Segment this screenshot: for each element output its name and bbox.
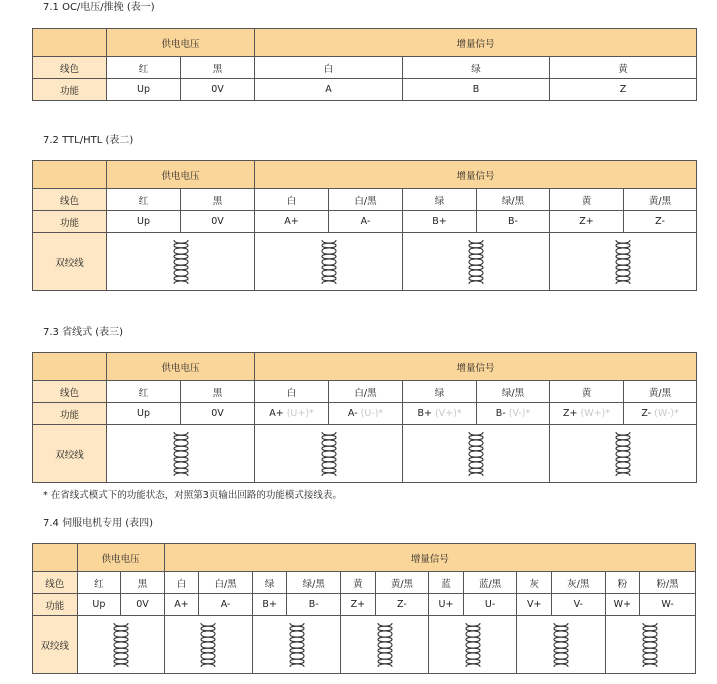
alt-function-value: (U+)* bbox=[286, 408, 314, 419]
table2-color-cell: 黄 bbox=[550, 189, 624, 211]
table3-function-cell bbox=[624, 403, 697, 425]
table1-color-cell: 黑 bbox=[181, 57, 255, 79]
function-value: B+ bbox=[417, 408, 432, 419]
twisted-pair-icon bbox=[170, 237, 192, 287]
twisted-wire-strand bbox=[290, 623, 304, 667]
twisted-wire-strand bbox=[643, 623, 657, 667]
alt-function-value: (V+)* bbox=[434, 408, 462, 419]
table4-color-cell: 蓝/黑 bbox=[463, 572, 517, 594]
function-value: A+ bbox=[269, 408, 284, 419]
twisted-wire-strand bbox=[174, 240, 188, 284]
table2-color-cell: 白/黑 bbox=[329, 189, 403, 211]
table4-color-cell: 黄 bbox=[341, 572, 375, 594]
table4-function-cell: 0V bbox=[121, 594, 165, 616]
table1-color-cell: 黄 bbox=[550, 57, 697, 79]
twisted-wire-strand bbox=[643, 623, 657, 667]
table1-function-label: 功能 bbox=[33, 79, 107, 101]
table4-color-cell: 绿 bbox=[252, 572, 286, 594]
twisted-wire-strand bbox=[174, 432, 188, 476]
table4-twist-label: 双绞线 bbox=[33, 616, 78, 674]
twisted-wire-strand bbox=[114, 623, 128, 667]
table4-twist-cell bbox=[605, 616, 695, 674]
table4-twist-cell bbox=[164, 616, 252, 674]
table2-twist-cell bbox=[255, 233, 403, 291]
alt-function-value: (V-)* bbox=[508, 408, 531, 419]
table2-twist-cell bbox=[550, 233, 697, 291]
table3-function-cell bbox=[255, 403, 329, 425]
table2-twist-cell bbox=[107, 233, 255, 291]
twisted-pair-icon bbox=[197, 620, 219, 670]
twisted-wire-strand bbox=[469, 432, 483, 476]
twisted-wire-strand bbox=[290, 623, 304, 667]
twisted-pair-icon bbox=[110, 620, 132, 670]
function-value: A- bbox=[347, 408, 358, 419]
table3-color-cell: 绿 bbox=[403, 381, 477, 403]
table4-color-cell: 绿/黑 bbox=[287, 572, 341, 594]
table2-corner bbox=[33, 161, 107, 189]
footnote: * 在省线式模式下的功能状态，对照第3页输出回路的功能模式接线表。 bbox=[43, 490, 342, 501]
twisted-wire-strand bbox=[378, 623, 392, 667]
table2-supply-header: 供电电压 bbox=[107, 161, 255, 189]
table3-function-cell bbox=[550, 403, 624, 425]
table1-supply-header: 供电电压 bbox=[107, 29, 255, 57]
table4-color-cell: 黄/黑 bbox=[375, 572, 429, 594]
table2-function-cell: A- bbox=[329, 211, 403, 233]
table4-color-cell: 白 bbox=[164, 572, 198, 594]
table2-heading: 7.2 TTL/HTL (表二) bbox=[43, 135, 134, 146]
table4-color-label: 线色 bbox=[33, 572, 78, 594]
table2 bbox=[32, 160, 697, 291]
table2-color-cell: 白 bbox=[255, 189, 329, 211]
table2-function-cell: 0V bbox=[181, 211, 255, 233]
twisted-wire-strand bbox=[616, 240, 630, 284]
table2-color-cell: 黄/黑 bbox=[624, 189, 697, 211]
table1-function-cell: A bbox=[255, 79, 403, 101]
table3-twist-cell bbox=[255, 425, 403, 483]
alt-function-value: (W-)* bbox=[654, 408, 679, 419]
twisted-wire-strand bbox=[616, 432, 630, 476]
twisted-wire-strand bbox=[469, 240, 483, 284]
twisted-wire-strand bbox=[466, 623, 480, 667]
table2-function-cell: A+ bbox=[255, 211, 329, 233]
table4-function-cell: V+ bbox=[517, 594, 551, 616]
twisted-wire-strand bbox=[322, 432, 336, 476]
table4-color-cell: 红 bbox=[77, 572, 121, 594]
table4-twist-cell bbox=[77, 616, 164, 674]
table3-twist-cell bbox=[403, 425, 550, 483]
twisted-pair-icon bbox=[286, 620, 308, 670]
twisted-pair-icon bbox=[374, 620, 396, 670]
twisted-pair-icon bbox=[170, 429, 192, 479]
table3-twist-label: 双绞线 bbox=[33, 425, 107, 483]
twisted-pair-icon bbox=[550, 620, 572, 670]
table3-function-label: 功能 bbox=[33, 403, 107, 425]
table4-color-cell: 黑 bbox=[121, 572, 165, 594]
table3-color-cell: 黑 bbox=[181, 381, 255, 403]
table4-color-cell: 灰/黑 bbox=[551, 572, 605, 594]
twisted-wire-strand bbox=[322, 432, 336, 476]
twisted-wire-strand bbox=[201, 623, 215, 667]
table2-color-cell: 黑 bbox=[181, 189, 255, 211]
table4-function-cell: Z+ bbox=[341, 594, 375, 616]
table4-color-cell: 白/黑 bbox=[199, 572, 253, 594]
table4-heading: 7.4 伺服电机专用 (表四) bbox=[43, 518, 154, 529]
table3-function-cell bbox=[329, 403, 403, 425]
table4-twist-cell bbox=[517, 616, 605, 674]
table2-signal-header: 增量信号 bbox=[255, 161, 697, 189]
table1-function-cell: B bbox=[403, 79, 550, 101]
table4-function-cell: A+ bbox=[164, 594, 198, 616]
table1-function-cell: Up bbox=[107, 79, 181, 101]
table1-signal-header: 增量信号 bbox=[255, 29, 697, 57]
twisted-wire-strand bbox=[616, 432, 630, 476]
function-value: Z- bbox=[641, 408, 652, 419]
twisted-wire-strand bbox=[378, 623, 392, 667]
table3-color-cell: 白 bbox=[255, 381, 329, 403]
table2-function-cell: Up bbox=[107, 211, 181, 233]
table3-color-cell: 黄/黑 bbox=[624, 381, 697, 403]
table4-color-cell: 粉 bbox=[605, 572, 639, 594]
table4-corner bbox=[33, 544, 78, 572]
table2-twist-label: 双绞线 bbox=[33, 233, 107, 291]
table1-color-cell: 白 bbox=[255, 57, 403, 79]
table3-function-cell bbox=[403, 403, 477, 425]
table3 bbox=[32, 352, 697, 483]
table3-color-cell: 白/黑 bbox=[329, 381, 403, 403]
twisted-wire-strand bbox=[469, 240, 483, 284]
twisted-wire-strand bbox=[174, 432, 188, 476]
table3-function-cell bbox=[477, 403, 550, 425]
table3-heading: 7.3 省线式 (表三) bbox=[43, 327, 124, 338]
twisted-pair-icon bbox=[465, 429, 487, 479]
table1 bbox=[32, 28, 697, 101]
table3-function-cell: Up bbox=[107, 403, 181, 425]
twisted-pair-icon bbox=[612, 429, 634, 479]
twisted-wire-strand bbox=[554, 623, 568, 667]
table2-function-cell: Z- bbox=[624, 211, 697, 233]
table3-supply-header: 供电电压 bbox=[107, 353, 255, 381]
table4-function-label: 功能 bbox=[33, 594, 78, 616]
twisted-pair-icon bbox=[318, 429, 340, 479]
table1-color-label: 线色 bbox=[33, 57, 107, 79]
table3-corner bbox=[33, 353, 107, 381]
table1-color-cell: 绿 bbox=[403, 57, 550, 79]
table1-heading: 7.1 OC/电压/推挽 (表一) bbox=[43, 2, 155, 13]
table4-color-cell: 灰 bbox=[517, 572, 551, 594]
alt-function-value: (W+)* bbox=[580, 408, 611, 419]
table1-function-cell: 0V bbox=[181, 79, 255, 101]
table3-color-cell: 绿/黑 bbox=[477, 381, 550, 403]
twisted-wire-strand bbox=[114, 623, 128, 667]
table3-color-cell: 黄 bbox=[550, 381, 624, 403]
twisted-pair-icon bbox=[465, 237, 487, 287]
twisted-wire-strand bbox=[554, 623, 568, 667]
table4-color-cell: 粉/黑 bbox=[640, 572, 696, 594]
twisted-pair-icon bbox=[639, 620, 661, 670]
twisted-wire-strand bbox=[201, 623, 215, 667]
table4-color-cell: 蓝 bbox=[429, 572, 463, 594]
table4-function-cell: W+ bbox=[605, 594, 639, 616]
table1-function-cell: Z bbox=[550, 79, 697, 101]
table4-signal-header: 增量信号 bbox=[164, 544, 695, 572]
table4-twist-cell bbox=[252, 616, 340, 674]
twisted-wire-strand bbox=[616, 240, 630, 284]
table4-function-cell: Up bbox=[77, 594, 121, 616]
table4-twist-cell bbox=[341, 616, 429, 674]
table4-supply-header: 供电电压 bbox=[77, 544, 164, 572]
alt-function-value: (U-)* bbox=[360, 408, 384, 419]
table4-function-cell: U+ bbox=[429, 594, 463, 616]
twisted-wire-strand bbox=[322, 240, 336, 284]
table2-color-cell: 红 bbox=[107, 189, 181, 211]
table3-color-label: 线色 bbox=[33, 381, 107, 403]
twisted-wire-strand bbox=[322, 240, 336, 284]
table3-twist-cell bbox=[550, 425, 697, 483]
table4-function-cell: Z- bbox=[375, 594, 429, 616]
table2-function-label: 功能 bbox=[33, 211, 107, 233]
table4-function-cell: A- bbox=[199, 594, 253, 616]
table2-function-cell: B- bbox=[477, 211, 550, 233]
table2-function-cell: B+ bbox=[403, 211, 477, 233]
twisted-pair-icon bbox=[612, 237, 634, 287]
table3-function-cell: 0V bbox=[181, 403, 255, 425]
table4-function-cell: U- bbox=[463, 594, 517, 616]
table3-signal-header: 增量信号 bbox=[255, 353, 697, 381]
twisted-pair-icon bbox=[318, 237, 340, 287]
table2-color-label: 线色 bbox=[33, 189, 107, 211]
table1-corner bbox=[33, 29, 107, 57]
table2-color-cell: 绿 bbox=[403, 189, 477, 211]
table4-function-cell: W- bbox=[640, 594, 696, 616]
table4 bbox=[32, 543, 696, 674]
table2-color-cell: 绿/黑 bbox=[477, 189, 550, 211]
twisted-wire-strand bbox=[469, 432, 483, 476]
table3-twist-cell bbox=[107, 425, 255, 483]
table3-color-cell: 红 bbox=[107, 381, 181, 403]
twisted-pair-icon bbox=[462, 620, 484, 670]
table4-twist-cell bbox=[429, 616, 517, 674]
function-value: Z+ bbox=[563, 408, 578, 419]
table4-function-cell: B- bbox=[287, 594, 341, 616]
table4-function-cell: V- bbox=[551, 594, 605, 616]
twisted-wire-strand bbox=[174, 240, 188, 284]
table2-twist-cell bbox=[403, 233, 550, 291]
table4-function-cell: B+ bbox=[252, 594, 286, 616]
twisted-wire-strand bbox=[466, 623, 480, 667]
table1-color-cell: 红 bbox=[107, 57, 181, 79]
function-value: B- bbox=[495, 408, 506, 419]
table2-function-cell: Z+ bbox=[550, 211, 624, 233]
